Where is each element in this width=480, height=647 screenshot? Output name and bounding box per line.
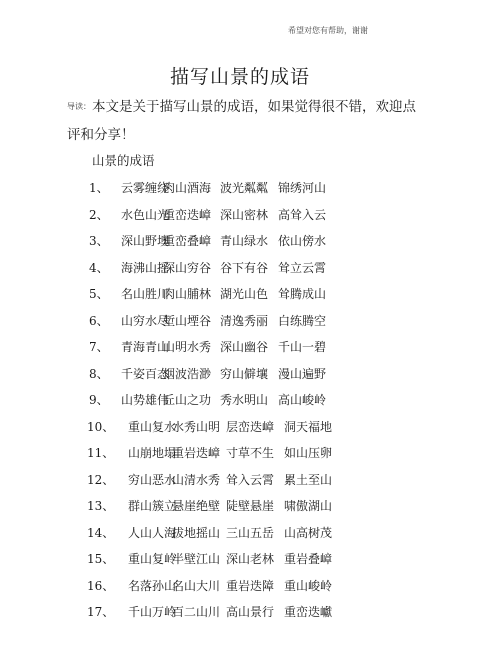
idiom: 群山簇立 xyxy=(128,499,177,513)
idiom: 深山野墺 xyxy=(121,234,170,248)
idiom: 秀水明山 xyxy=(220,393,269,407)
idiom: 云雾缠绕 xyxy=(121,181,170,195)
item-number: 12、 xyxy=(87,473,115,487)
idiom: 重峦迭巘 xyxy=(284,605,333,619)
idiom: 千山一碧 xyxy=(278,340,327,354)
idiom: 寸草不生 xyxy=(226,446,275,460)
idiom: 累土至山 xyxy=(284,473,333,487)
page-title: 描写山景的成语 xyxy=(169,66,310,88)
item-number: 10、 xyxy=(87,420,115,434)
item-number: 1、 xyxy=(89,181,109,195)
idiom: 重山复水 xyxy=(128,420,177,434)
idiom: 层峦迭嶂 xyxy=(226,420,275,434)
item-number: 7、 xyxy=(89,340,109,354)
item-number: 8、 xyxy=(89,367,109,381)
idiom: 啸傲湖山 xyxy=(284,499,333,513)
idiom: 重岩迭障 xyxy=(226,579,275,593)
idiom: 湖光山色 xyxy=(220,287,269,301)
item-number: 15、 xyxy=(87,552,115,566)
idiom: 三山五岳 xyxy=(226,526,275,540)
intro-text-continued: 评和分享！ xyxy=(67,127,135,143)
idiom: 水秀山明 xyxy=(172,420,221,434)
idiom: 重岩叠嶂 xyxy=(284,552,333,566)
idiom: 烟波浩渺 xyxy=(163,367,212,381)
idiom: 依山傍水 xyxy=(278,234,327,248)
idiom: 山高树茂 xyxy=(284,526,333,540)
idiom: 深山老林 xyxy=(226,552,275,566)
idiom: 肉山脯林 xyxy=(163,287,212,301)
idiom: 如山压卵 xyxy=(284,446,333,460)
idiom: 堑山堙谷 xyxy=(163,314,212,328)
idiom: 青海青山 xyxy=(121,340,170,354)
idiom: 山清水秀 xyxy=(172,473,221,487)
idiom: 白练腾空 xyxy=(278,314,327,328)
idiom: 青山绿水 xyxy=(220,234,269,248)
idiom: 山势雄伟 xyxy=(121,393,170,407)
idiom: 海沸山摇 xyxy=(121,261,170,275)
idiom: 名山胜川 xyxy=(121,287,170,301)
intro-text: 本文是关于描写山景的成语，如果觉得很不错，欢迎点 xyxy=(92,99,416,115)
intro-label: 导读： xyxy=(67,102,91,111)
idiom: 锦绣河山 xyxy=(278,181,327,195)
idiom: 谷下有谷 xyxy=(220,261,269,275)
item-number: 5、 xyxy=(89,287,109,301)
idiom: 高山峻岭 xyxy=(278,393,327,407)
item-number: 9、 xyxy=(89,393,109,407)
idiom: 山崩地塌 xyxy=(128,446,177,460)
idiom: 名山大川 xyxy=(172,579,221,593)
idiom: 悬崖绝壁 xyxy=(172,499,221,513)
idiom: 名落孙山 xyxy=(128,579,177,593)
idiom: 人山人海 xyxy=(128,526,177,540)
idiom: 深山穷谷 xyxy=(163,261,212,275)
idiom: 山穷水尽 xyxy=(121,314,170,328)
idiom: 重山峻岭 xyxy=(284,579,333,593)
item-number: 4、 xyxy=(89,261,109,275)
idiom: 肉山酒海 xyxy=(163,181,212,195)
idiom: 重峦迭嶂 xyxy=(163,208,212,222)
idiom: 穷山僻壤 xyxy=(220,367,269,381)
item-number: 13、 xyxy=(87,499,115,513)
item-number: 2、 xyxy=(89,208,109,222)
idiom: 陡壁悬崖 xyxy=(226,499,275,513)
idiom: 百二山川 xyxy=(172,605,221,619)
idiom: 清逸秀丽 xyxy=(220,314,269,328)
header-note: 希望对您有帮助，谢谢 xyxy=(288,26,368,35)
idiom: 耸入云霄 xyxy=(226,473,275,487)
section-heading: 山景的成语 xyxy=(92,153,155,168)
idiom: 高山景行 xyxy=(226,605,275,619)
idiom: 深山幽谷 xyxy=(220,340,269,354)
idiom: 高耸入云 xyxy=(278,208,327,222)
idiom: 洞天福地 xyxy=(284,420,333,434)
item-number: 17、 xyxy=(87,605,115,619)
idiom: 山明水秀 xyxy=(163,340,212,354)
idiom: 千山万岭 xyxy=(128,605,177,619)
item-number: 16、 xyxy=(87,579,115,593)
idiom: 穷山恶水 xyxy=(128,473,177,487)
idiom: 千姿百态 xyxy=(121,367,170,381)
idiom: 水色山光 xyxy=(121,208,170,222)
idiom: 重山复岭 xyxy=(128,552,177,566)
item-number: 6、 xyxy=(89,314,109,328)
idiom: 耸立云霄 xyxy=(278,261,327,275)
item-number: 3、 xyxy=(89,234,109,248)
idiom: 重岩迭嶂 xyxy=(172,446,221,460)
idiom: 波光粼粼 xyxy=(220,181,269,195)
idiom: 重峦叠嶂 xyxy=(163,234,212,248)
idiom: 丘山之功 xyxy=(163,393,212,407)
idiom: 拔地摇山 xyxy=(172,526,221,540)
idiom: 深山密林 xyxy=(220,208,269,222)
item-number: 11、 xyxy=(87,446,115,460)
idiom: 漫山遍野 xyxy=(278,367,327,381)
item-number: 14、 xyxy=(87,526,115,540)
idiom: 耸腾成山 xyxy=(278,287,327,301)
idiom: 半壁江山 xyxy=(172,552,221,566)
